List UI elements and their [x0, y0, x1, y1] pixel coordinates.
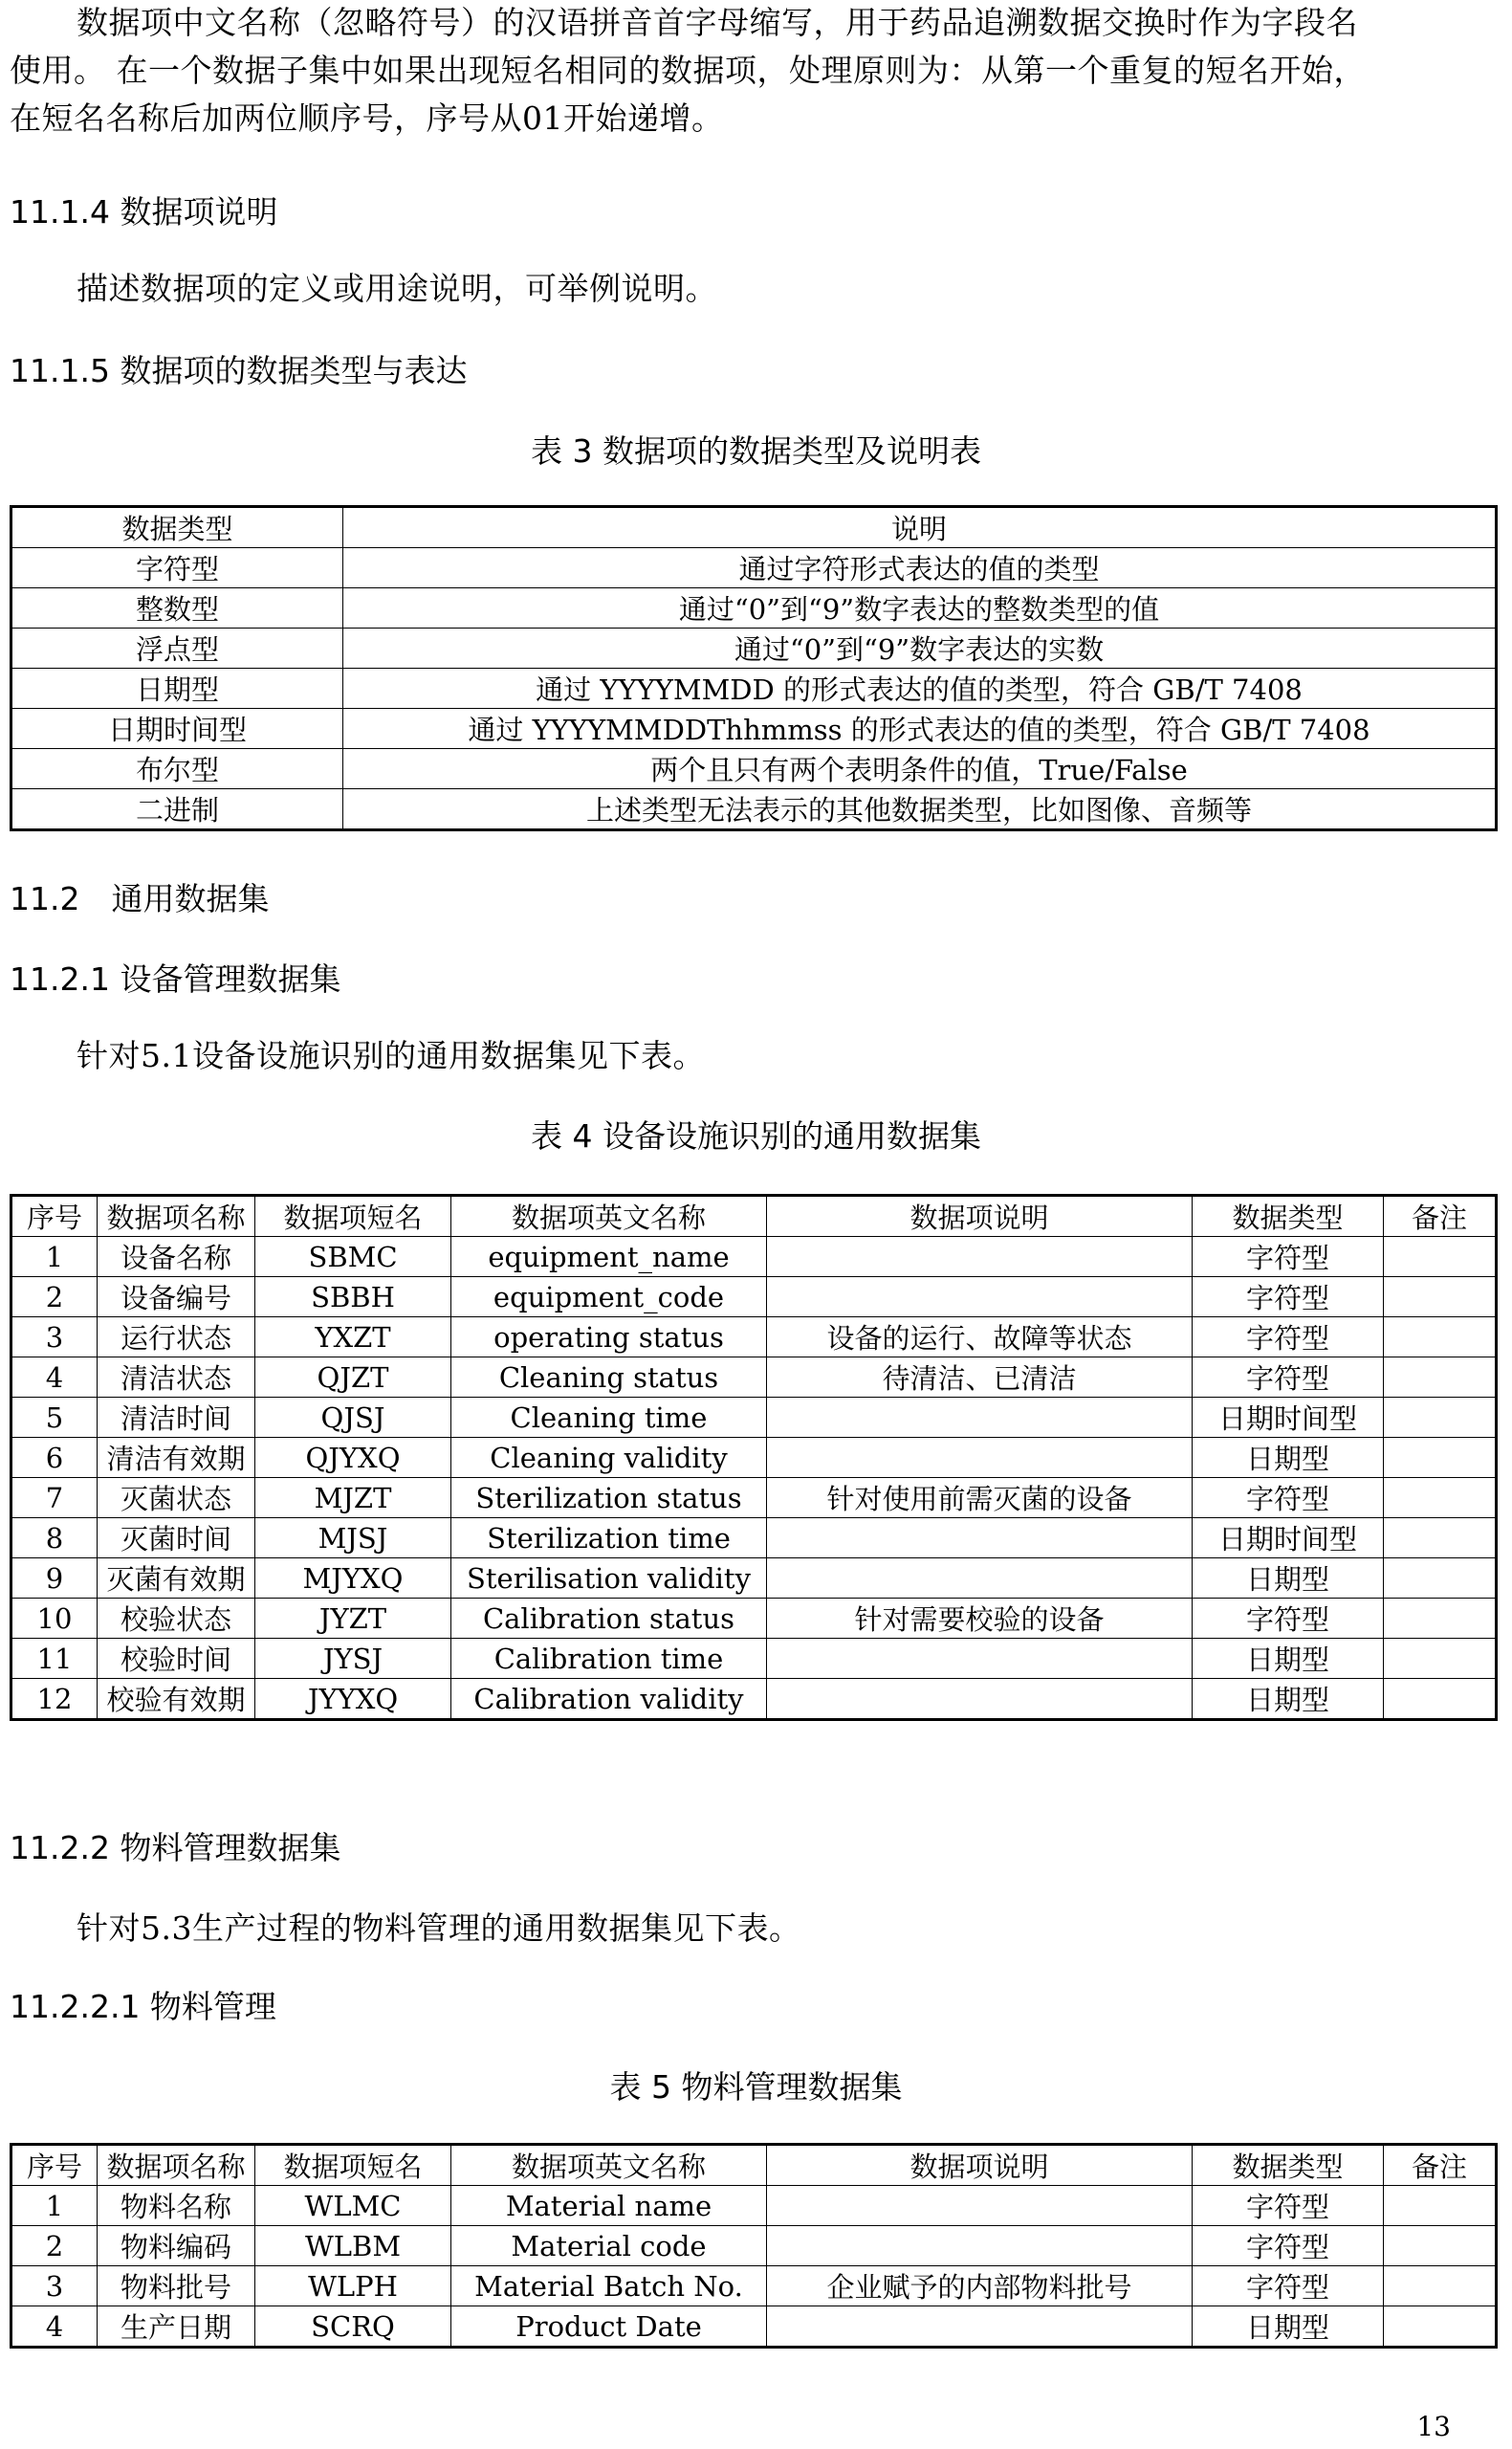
table-cell: [1384, 1357, 1497, 1398]
table-5-header-cell: 数据项名称: [98, 2145, 255, 2186]
table-cell: 字符型: [1193, 1277, 1384, 1317]
table-cell: 字符型: [1193, 1599, 1384, 1639]
table-row: [11, 669, 1497, 709]
table-cell: 日期型: [1193, 2306, 1384, 2348]
table-cell: [767, 1558, 1193, 1599]
table-cell: SBMC: [255, 1237, 451, 1277]
table-row: [11, 1599, 1497, 1639]
table-cell: 1: [11, 2186, 98, 2226]
table-row: [11, 709, 1497, 749]
table-cell: 布尔型: [11, 749, 343, 789]
table-5-header-row: [11, 2145, 1497, 2186]
table-5-header-cell: 数据项短名: [255, 2145, 451, 2186]
table-4-header-cell: 数据项短名: [255, 1196, 451, 1237]
table-cell: WLBM: [255, 2226, 451, 2266]
table-5-header-cell: 数据项说明: [767, 2145, 1193, 2186]
table-cell: 运行状态: [98, 1317, 255, 1357]
table-cell: [767, 2186, 1193, 2226]
table-cell: 日期型: [1193, 1679, 1384, 1720]
table-cell: 字符型: [1193, 1317, 1384, 1357]
table-cell: Material code: [451, 2226, 767, 2266]
table-row: [11, 1639, 1497, 1679]
table-cell: [1384, 2186, 1497, 2226]
table-cell: 12: [11, 1679, 98, 1720]
table-cell: Sterilization status: [451, 1478, 767, 1518]
table-cell: 2: [11, 1277, 98, 1317]
table-cell: 清洁有效期: [98, 1438, 255, 1478]
table-cell: 通过 YYYYMMDD 的形式表达的值的类型，符合 GB/T 7408: [343, 669, 1497, 709]
table-cell: 校验状态: [98, 1599, 255, 1639]
table-cell: 设备名称: [98, 1237, 255, 1277]
table-cell: 3: [11, 1317, 98, 1357]
table-cell: 字符型: [11, 548, 343, 588]
table-cell: 1: [11, 1237, 98, 1277]
section-text-11-2-1: 针对5.1设备设施识别的通用数据集见下表。: [77, 1037, 705, 1074]
table-cell: 11: [11, 1639, 98, 1679]
table-cell: QJZT: [255, 1357, 451, 1398]
table-cell: [767, 1237, 1193, 1277]
table-row: [11, 1478, 1497, 1518]
section-heading-11-2-2-1: 11.2.2.1 物料管理: [10, 1988, 276, 2025]
table-cell: MJZT: [255, 1478, 451, 1518]
table-cell: 2: [11, 2226, 98, 2266]
table-cell: QJSJ: [255, 1398, 451, 1438]
table-cell: JYSJ: [255, 1639, 451, 1679]
table-cell: 通过字符形式表达的值的类型: [343, 548, 1497, 588]
table-cell: 7: [11, 1478, 98, 1518]
page-number: 13: [1416, 2411, 1451, 2442]
table-4-header-cell: 数据项名称: [98, 1196, 255, 1237]
table-cell: 通过“0”到“9”数字表达的实数: [343, 629, 1497, 669]
table-3: [10, 505, 1498, 831]
table-cell: QJYXQ: [255, 1438, 451, 1478]
table-row: [11, 2226, 1497, 2266]
table-cell: 浮点型: [11, 629, 343, 669]
table-cell: operating status: [451, 1317, 767, 1357]
table-row: [11, 2266, 1497, 2306]
table-cell: [1384, 1679, 1497, 1720]
table-cell: 企业赋予的内部物料批号: [767, 2266, 1193, 2306]
table-cell: Material Batch No.: [451, 2266, 767, 2306]
table-cell: 针对需要校验的设备: [767, 1599, 1193, 1639]
table-row: [11, 749, 1497, 789]
section-heading-11-1-5: 11.1.5 数据项的数据类型与表达: [10, 352, 468, 389]
table-cell: 二进制: [11, 789, 343, 830]
table-row: [11, 629, 1497, 669]
table-cell: 通过 YYYYMMDDThhmmss 的形式表达的值的类型，符合 GB/T 7408: [343, 709, 1497, 749]
table-row: [11, 2186, 1497, 2226]
table-cell: 物料编码: [98, 2226, 255, 2266]
table-cell: 9: [11, 1558, 98, 1599]
table-cell: [1384, 1438, 1497, 1478]
table-cell: equipment_name: [451, 1237, 767, 1277]
table-cell: 待清洁、已清洁: [767, 1357, 1193, 1398]
table-row: [11, 1438, 1497, 1478]
section-text-11-1-4: 描述数据项的定义或用途说明，可举例说明。: [77, 270, 717, 307]
intro-line-2: 使用。 在一个数据子集中如果出现短名相同的数据项，处理原则为：从第一个重复的短名开始，: [10, 52, 1366, 89]
table-cell: 4: [11, 2306, 98, 2348]
table-cell: 两个且只有两个表明条件的值，True/False: [343, 749, 1497, 789]
section-heading-11-2: 11.2 通用数据集: [10, 880, 270, 917]
table-cell: SCRQ: [255, 2306, 451, 2348]
table-cell: Calibration validity: [451, 1679, 767, 1720]
table-cell: [1384, 1599, 1497, 1639]
table-cell: 灭菌有效期: [98, 1558, 255, 1599]
table-5-caption: 表 5 物料管理数据集: [609, 2068, 903, 2106]
table-cell: [767, 1679, 1193, 1720]
table-cell: [767, 1438, 1193, 1478]
table-4: [10, 1194, 1498, 1721]
table-cell: [767, 2306, 1193, 2348]
table-cell: [1384, 2266, 1497, 2306]
table-cell: Calibration time: [451, 1639, 767, 1679]
table-cell: WLPH: [255, 2266, 451, 2306]
table-cell: Material name: [451, 2186, 767, 2226]
table-cell: MJYXQ: [255, 1558, 451, 1599]
table-cell: [767, 1639, 1193, 1679]
table-cell: 日期型: [1193, 1558, 1384, 1599]
table-cell: 灭菌时间: [98, 1518, 255, 1558]
table-cell: equipment_code: [451, 1277, 767, 1317]
table-4-header-cell: 数据项英文名称: [451, 1196, 767, 1237]
table-cell: [767, 2226, 1193, 2266]
table-cell: 字符型: [1193, 2226, 1384, 2266]
table-5-header-cell: 数据项英文名称: [451, 2145, 767, 2186]
table-cell: 清洁状态: [98, 1357, 255, 1398]
table-cell: Product Date: [451, 2306, 767, 2348]
table-cell: 10: [11, 1599, 98, 1639]
table-cell: 字符型: [1193, 2186, 1384, 2226]
table-cell: 日期时间型: [1193, 1518, 1384, 1558]
table-cell: 4: [11, 1357, 98, 1398]
table-cell: 针对使用前需灭菌的设备: [767, 1478, 1193, 1518]
table-3-caption: 表 3 数据项的数据类型及说明表: [531, 432, 981, 470]
table-3-header-row: [11, 507, 1497, 548]
table-cell: Sterilization time: [451, 1518, 767, 1558]
table-cell: MJSJ: [255, 1518, 451, 1558]
table-4-header-cell: 数据类型: [1193, 1196, 1384, 1237]
table-cell: 字符型: [1193, 1237, 1384, 1277]
table-cell: 清洁时间: [98, 1398, 255, 1438]
table-row: [11, 1398, 1497, 1438]
table-cell: 日期型: [1193, 1639, 1384, 1679]
table-cell: [767, 1398, 1193, 1438]
table-cell: 设备编号: [98, 1277, 255, 1317]
table-cell: 整数型: [11, 588, 343, 629]
intro-line-3: 在短名名称后加两位顺序号，序号从01开始递增。: [10, 99, 724, 137]
table-cell: 生产日期: [98, 2306, 255, 2348]
table-row: [11, 548, 1497, 588]
table-cell: JYZT: [255, 1599, 451, 1639]
table-cell: [767, 1518, 1193, 1558]
table-5: [10, 2143, 1498, 2349]
table-cell: WLMC: [255, 2186, 451, 2226]
table-cell: Cleaning status: [451, 1357, 767, 1398]
table-cell: [1384, 1277, 1497, 1317]
table-row: [11, 1277, 1497, 1317]
table-cell: [1384, 1639, 1497, 1679]
table-4-header-cell: 备注: [1384, 1196, 1497, 1237]
table-cell: 设备的运行、故障等状态: [767, 1317, 1193, 1357]
table-cell: [1384, 1518, 1497, 1558]
table-cell: Cleaning time: [451, 1398, 767, 1438]
table-cell: Sterilisation validity: [451, 1558, 767, 1599]
table-row: [11, 588, 1497, 629]
table-row: [11, 1357, 1497, 1398]
table-cell: Cleaning validity: [451, 1438, 767, 1478]
table-3-header-cell: 说明: [343, 507, 1497, 548]
table-cell: [1384, 1398, 1497, 1438]
table-row: [11, 1518, 1497, 1558]
table-cell: 日期型: [1193, 1438, 1384, 1478]
table-3-header-cell: 数据类型: [11, 507, 343, 548]
table-cell: 字符型: [1193, 1478, 1384, 1518]
table-cell: [1384, 2226, 1497, 2266]
intro-line-1: 数据项中文名称（忽略符号）的汉语拼音首字母缩写，用于药品追溯数据交换时作为字段名: [77, 4, 1358, 41]
section-text-11-2-2: 针对5.3生产过程的物料管理的通用数据集见下表。: [77, 1909, 801, 1947]
table-row: [11, 2306, 1497, 2348]
table-cell: 字符型: [1193, 2266, 1384, 2306]
table-cell: 8: [11, 1518, 98, 1558]
table-cell: 物料名称: [98, 2186, 255, 2226]
table-row: [11, 1558, 1497, 1599]
table-4-caption: 表 4 设备设施识别的通用数据集: [531, 1117, 981, 1155]
table-cell: 6: [11, 1438, 98, 1478]
table-cell: 3: [11, 2266, 98, 2306]
table-cell: 字符型: [1193, 1357, 1384, 1398]
table-cell: Calibration status: [451, 1599, 767, 1639]
table-cell: [1384, 1317, 1497, 1357]
table-cell: 日期时间型: [1193, 1398, 1384, 1438]
section-heading-11-2-2: 11.2.2 物料管理数据集: [10, 1829, 341, 1866]
table-cell: JYYXQ: [255, 1679, 451, 1720]
table-4-header-row: [11, 1196, 1497, 1237]
table-cell: [767, 1277, 1193, 1317]
table-4-header-cell: 序号: [11, 1196, 98, 1237]
table-row: [11, 789, 1497, 830]
table-cell: [1384, 1478, 1497, 1518]
table-cell: 灭菌状态: [98, 1478, 255, 1518]
table-cell: 5: [11, 1398, 98, 1438]
table-cell: [1384, 1558, 1497, 1599]
table-row: [11, 1237, 1497, 1277]
table-cell: 日期型: [11, 669, 343, 709]
table-cell: 校验时间: [98, 1639, 255, 1679]
table-cell: 上述类型无法表示的其他数据类型，比如图像、音频等: [343, 789, 1497, 830]
table-cell: YXZT: [255, 1317, 451, 1357]
table-row: [11, 1679, 1497, 1720]
table-5-header-cell: 数据类型: [1193, 2145, 1384, 2186]
table-5-header-cell: 备注: [1384, 2145, 1497, 2186]
table-cell: SBBH: [255, 1277, 451, 1317]
table-cell: [1384, 1237, 1497, 1277]
table-4-header-cell: 数据项说明: [767, 1196, 1193, 1237]
table-row: [11, 1317, 1497, 1357]
table-cell: 日期时间型: [11, 709, 343, 749]
table-5-header-cell: 序号: [11, 2145, 98, 2186]
table-cell: 校验有效期: [98, 1679, 255, 1720]
table-cell: 物料批号: [98, 2266, 255, 2306]
section-heading-11-2-1: 11.2.1 设备管理数据集: [10, 960, 341, 998]
table-cell: [1384, 2306, 1497, 2348]
section-heading-11-1-4: 11.1.4 数据项说明: [10, 193, 278, 231]
table-cell: 通过“0”到“9”数字表达的整数类型的值: [343, 588, 1497, 629]
